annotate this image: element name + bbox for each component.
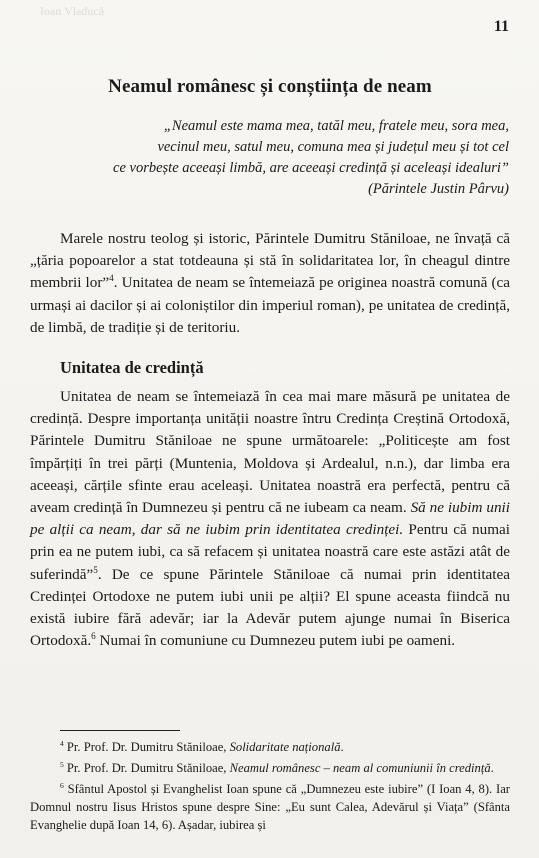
footnote-5-prefix: Pr. Prof. Dr. Dumitru Stăniloae, [63, 761, 230, 775]
footnote-4-title: Solidaritate națională [229, 740, 341, 754]
bleed-through-header: Ioan Vladucă [40, 4, 105, 18]
footnote-ref-4[interactable]: 4 [109, 273, 114, 284]
footnote-5-suffix: . [490, 761, 494, 775]
paragraph-2 [30, 386, 510, 652]
footnote-divider [60, 730, 180, 731]
paragraph-2-text-b: Pentru că numai prin ea ne putem iubi, ca să refacem și unitatea noastră care este astăzi atât de suferindă” [30, 521, 510, 583]
footnote-5-title: Neamul românesc – neam al comuniunii în credință [229, 761, 491, 775]
footnote-4 [30, 738, 510, 756]
epigraph-author: (Părintele Justin Pârvu) [368, 181, 509, 197]
footnote-4-number: 4 [60, 738, 64, 748]
footnote-5 [30, 759, 510, 777]
footnote-4-prefix: Pr. Prof. Dr. Dumitru Stăniloae, [63, 740, 230, 754]
paragraph-2-italic: Să ne iubim unii pe alții ca neam, dar să ne iubim prin identitatea credinței. [30, 499, 510, 539]
epigraph [90, 116, 509, 200]
epigraph-line-3: ce vorbește aceeași limbă, are aceeași credință și aceleași idealuri” [113, 160, 509, 176]
footnote-6-number: 6 [60, 780, 64, 790]
section-heading: Unitatea de credință [60, 358, 204, 377]
epigraph-line-1: „Neamul este mama mea, tatăl meu, fratele meu, sora mea, [163, 118, 509, 134]
footnote-ref-6[interactable]: 6 [91, 631, 96, 642]
epigraph-line-2: vecinul meu, satul meu, comuna mea și județul meu și tot cel [157, 139, 509, 155]
footnote-5-number: 5 [60, 759, 64, 769]
footnote-ref-5[interactable]: 5 [93, 564, 98, 575]
paragraph-2-text-d: Numai în comuniune cu Dumnezeu putem iubi pe oameni. [95, 632, 456, 650]
footnote-6-text: Sfântul Apostol și Evanghelist Ioan spune că „Dumnezeu este iubire” (I Ioan 4, 8). Iar Domnul nostru Iisus Hristos spune despre Sine: „Eu sunt Calea, Adevărul și Viața” (Sfânta Evanghelie după Ioan 14, 6). Așadar, iubirea și [30, 782, 510, 832]
paragraph-2-text-c: . De ce spune Părintele Stăniloae că numai prin identitatea Credinței Ortodoxe ne putem iubi unii pe alții? El spune aceasta fiindcă nu există iubire fără adevăr; iar la Adevăr putem ajunge numai în Biserica Ortodoxă. [30, 565, 510, 650]
footnote-4-suffix: . [340, 740, 344, 754]
footnote-6 [30, 780, 510, 834]
paragraph-1 [30, 228, 510, 339]
paragraph-1-text-b: . Unitatea de neam se întemeiază pe originea noastră comună (ca urmași ai dacilor și ai coloniștilor din imperiul roman), pe unitatea de credință, de limbă, de tradiție și de teritoriu. [30, 274, 510, 336]
paragraph-2-text-a: Unitatea de neam se întemeiază în cea mai mare măsură pe unitatea de credință. Despre importanța unității noastre întru Credința Creștină Ortodoxă, Părintele Dumitru Stăniloae ne spune următoarele: „Politicește am fost împărțiți în trei părți (Muntenia, Moldova și Ardealul, n.n.), dar limba era aceeași, cărțile sfinte erau aceleași. Unitatea noastră era perfectă, pentru că aveam credință în Dumnezeu și pentru că ne iubeam ca neam. [30, 388, 510, 517]
page-number: 11 [493, 18, 509, 35]
footnotes [30, 738, 510, 837]
chapter-title: Neamul românesc și conștiința de neam [108, 76, 432, 97]
paragraph-1-text-a: Marele nostru teolog și istoric, Părintele Dumitru Stăniloae, ne învață că „țăria popoarelor a stat totdeauna și stă în solidaritatea lor, în cheagul dintre membrii lor” [30, 230, 510, 292]
